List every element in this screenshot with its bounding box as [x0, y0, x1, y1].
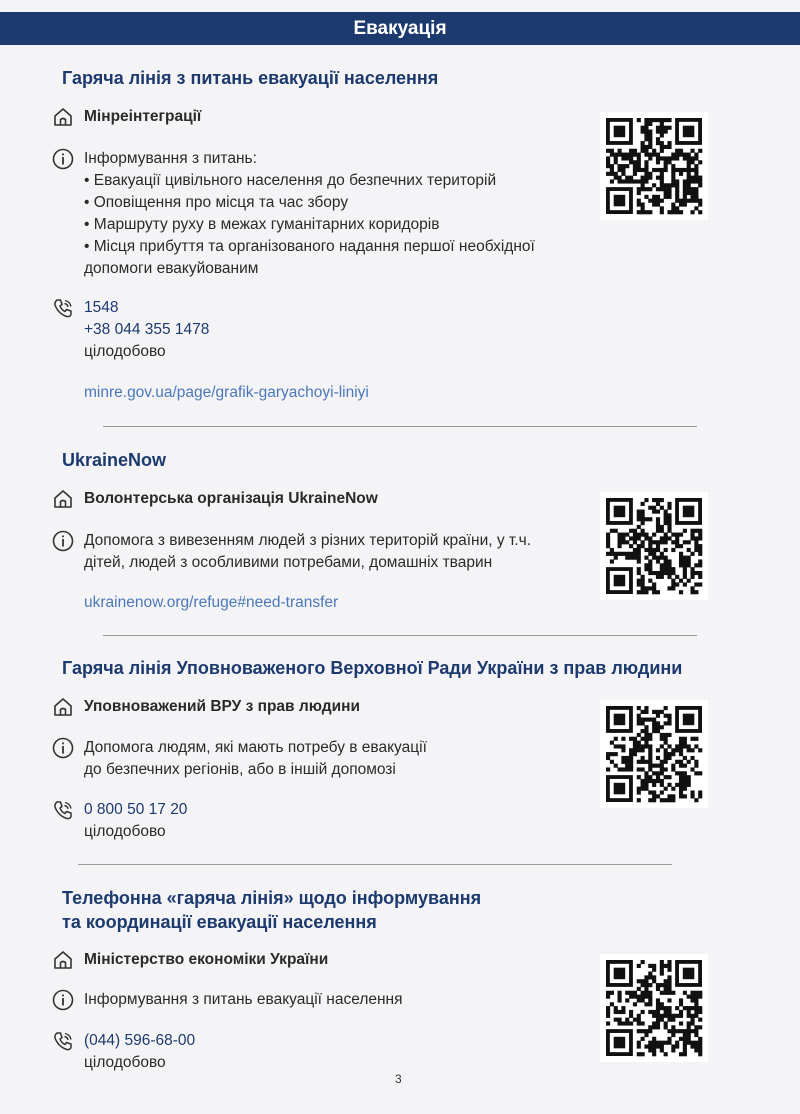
org-name: Мінреінтеграції	[84, 108, 202, 125]
phone-number[interactable]: +38 044 355 1478	[84, 321, 210, 338]
info-line: до безпечних регіонів, або в іншій допомозі	[84, 761, 396, 778]
info-icon	[52, 148, 74, 170]
phone-number[interactable]: (044) 596-68-00	[84, 1032, 196, 1049]
qr-code[interactable]	[600, 954, 708, 1062]
hours-text: цілодобово	[84, 343, 166, 360]
home-icon	[52, 106, 74, 128]
phone-number[interactable]: 0 800 50 17 20	[84, 801, 188, 818]
home-icon	[52, 696, 74, 718]
qr-code[interactable]	[600, 492, 708, 600]
section-heading	[62, 886, 481, 934]
section-heading: Гаряча лінія з питань евакуації населення	[62, 68, 439, 88]
info-icon	[52, 989, 74, 1011]
hours-text: цілодобово	[84, 1054, 166, 1071]
info-text	[84, 148, 535, 280]
info-line: дітей, людей з особливими потребами, домашніх тварин	[84, 554, 493, 571]
page-title-banner	[0, 12, 800, 45]
info-intro: Інформування з питань:	[84, 150, 257, 167]
org-name: Міністерство економіки України	[84, 951, 329, 968]
info-line: Інформування з питань евакуації населення	[84, 991, 403, 1008]
phone-number[interactable]: 1548	[84, 299, 119, 316]
info-bullet: • Евакуації цивільного населення до безпечних територій	[84, 170, 535, 192]
section-heading-line: Телефонна «гаряча лінія» щодо інформування	[62, 888, 482, 908]
info-text	[84, 989, 403, 1011]
info-bullet: • Місця прибуття та організованого надання першої необхідної	[84, 236, 535, 258]
section-heading: UkraineNow	[62, 450, 167, 470]
phone-icon	[52, 297, 74, 319]
qr-code[interactable]	[600, 112, 708, 220]
phone-block	[84, 1030, 195, 1074]
divider	[78, 864, 672, 865]
info-bullet: • Оповіщення про місця та час збору	[84, 192, 535, 214]
page-title: Евакуація	[353, 18, 447, 39]
info-continuation: допомоги евакуйованим	[84, 260, 259, 277]
info-text	[84, 530, 531, 574]
org-name: Волонтерська організація UkraineNow	[84, 490, 378, 507]
info-text	[84, 737, 427, 781]
info-icon	[52, 530, 74, 552]
info-bullet: • Маршруту руху в межах гуманітарних коридорів	[84, 214, 535, 236]
phone-icon	[52, 1030, 74, 1052]
page-number: 3	[395, 1072, 402, 1086]
divider	[103, 426, 697, 427]
hours-text: цілодобово	[84, 823, 166, 840]
home-icon	[52, 488, 74, 510]
website-link[interactable]: ukrainenow.org/refuge#need-transfer	[84, 594, 339, 611]
info-icon	[52, 737, 74, 759]
qr-code[interactable]	[600, 700, 708, 808]
home-icon	[52, 949, 74, 971]
phone-icon	[52, 799, 74, 821]
section-heading-line: та координації евакуації населення	[62, 912, 377, 932]
phone-block	[84, 297, 209, 363]
info-line: Допомога з вивезенням людей з різних територій країни, у т.ч.	[84, 532, 531, 549]
org-name: Уповноважений ВРУ з прав людини	[84, 698, 361, 715]
divider	[103, 635, 697, 636]
info-line: Допомога людям, які мають потребу в евакуації	[84, 739, 427, 756]
section-heading: Гаряча лінія Уповноваженого Верховної Ради України з прав людини	[62, 658, 683, 678]
website-link[interactable]: minre.gov.ua/page/grafik-garyachoyi-liniyi	[84, 384, 369, 401]
phone-block	[84, 799, 187, 843]
